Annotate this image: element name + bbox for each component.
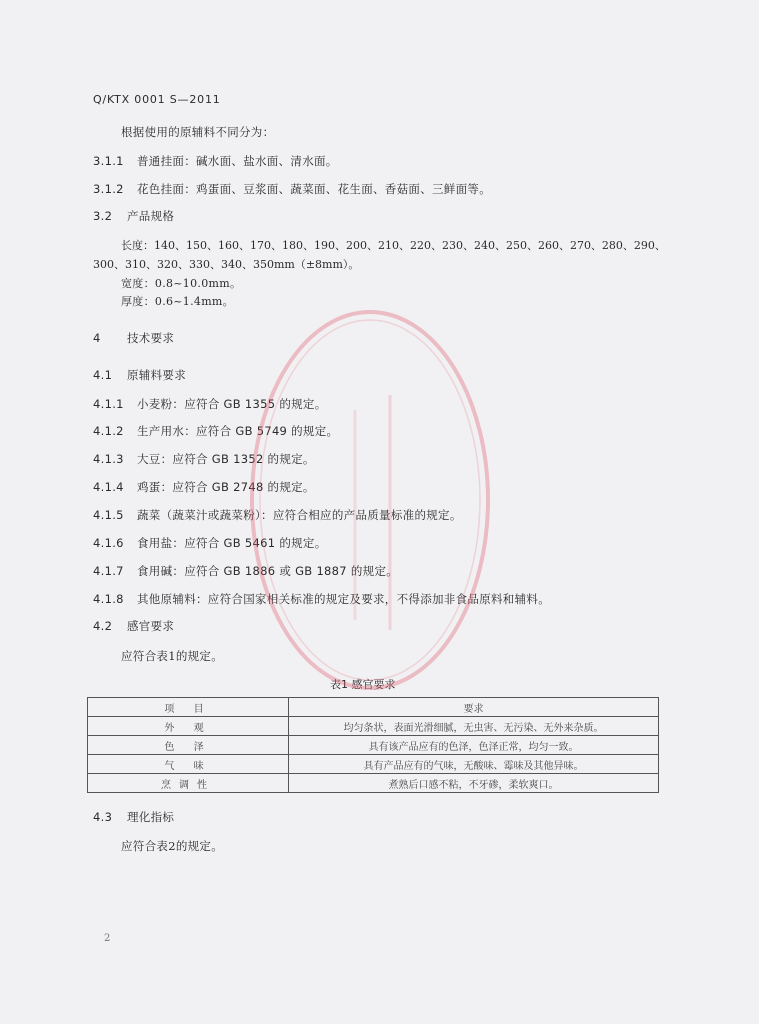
table-header-item: 项 目 xyxy=(88,698,289,717)
table1-caption: 表1 感官要求 xyxy=(330,678,396,691)
clause-4-1-2 xyxy=(93,423,338,439)
clause-text: 蔬菜（蔬菜汁或蔬菜粉）：应符合相应的产品质量标准的规定。 xyxy=(137,508,462,522)
thickness-spec: 厚度：0.6~1.4mm。 xyxy=(121,295,234,308)
table-cell-item: 外 观 xyxy=(88,717,289,736)
clause-text: 鸡蛋：应符合 GB 2748 的规定。 xyxy=(137,480,315,494)
clause-4-1-6 xyxy=(93,535,327,551)
clause-text: 食用盐：应符合 GB 5461 的规定。 xyxy=(137,536,327,550)
width-spec: 宽度：0.8~10.0mm。 xyxy=(121,277,242,290)
clause-number: 3.1.2 xyxy=(93,182,124,196)
section-number: 4.3 xyxy=(93,810,113,824)
clause-4-1-7 xyxy=(93,563,398,579)
section-number: 4.2 xyxy=(93,619,113,633)
clause-number: 4.1.8 xyxy=(93,592,124,606)
clause-text: 小麦粉：应符合 GB 1355 的规定。 xyxy=(137,397,327,411)
table-cell-requirement: 具有产品应有的气味，无酸味、霉味及其他异味。 xyxy=(289,755,659,774)
table-cell-requirement: 具有该产品应有的色泽，色泽正常，均匀一致。 xyxy=(289,736,659,755)
clause-text: 其他原辅料：应符合国家相关标准的规定及要求，不得添加非食品原料和辅料。 xyxy=(137,592,550,606)
table-header-row xyxy=(88,698,659,717)
clause-number: 4.1.1 xyxy=(93,397,124,411)
clause-4-1-5 xyxy=(93,507,462,523)
clause-number: 4.1.2 xyxy=(93,424,124,438)
physchem-note: 应符合表2的规定。 xyxy=(121,839,224,853)
clause-3-1-2 xyxy=(93,181,491,197)
table-cell-requirement: 煮熟后口感不粘，不牙碜，柔软爽口。 xyxy=(289,774,659,793)
intro-text: 根据使用的原辅料不同分为： xyxy=(121,125,275,139)
clause-number: 4.1.5 xyxy=(93,508,124,522)
table-row xyxy=(88,755,659,774)
clause-3-1-1 xyxy=(93,153,338,169)
table-cell-item: 烹调性 xyxy=(88,774,289,793)
clause-text: 花色挂面：鸡蛋面、豆浆面、蔬菜面、花生面、香菇面、三鲜面等。 xyxy=(137,182,491,196)
table-cell-item: 气 味 xyxy=(88,755,289,774)
clause-4-1-4 xyxy=(93,479,315,495)
clause-number: 4.1.6 xyxy=(93,536,124,550)
section-number: 3.2 xyxy=(93,209,113,223)
document-id: Q/KTX 0001 S—2011 xyxy=(93,93,221,106)
clause-number: 3.1.1 xyxy=(93,154,124,168)
clause-text: 大豆：应符合 GB 1352 的规定。 xyxy=(137,452,315,466)
section-4-1-heading xyxy=(93,367,186,383)
clause-4-1-8 xyxy=(93,591,550,607)
clause-text: 食用碱：应符合 GB 1886 或 GB 1887 的规定。 xyxy=(137,564,399,578)
page-number: 2 xyxy=(104,933,111,944)
table-header-requirement: 要求 xyxy=(289,698,659,717)
section-title: 感官要求 xyxy=(127,619,175,633)
table-cell-item: 色 泽 xyxy=(88,736,289,755)
section-title: 技术要求 xyxy=(127,331,175,345)
clause-text: 生产用水：应符合 GB 5749 的规定。 xyxy=(137,424,339,438)
section-title: 原辅料要求 xyxy=(127,368,186,382)
length-spec-line1: 长度：140、150、160、170、180、190、200、210、220、230、240、250、260、270、280、290、 xyxy=(121,239,666,252)
length-spec-line2: 300、310、320、330、340、350mm（±8mm）。 xyxy=(93,258,360,271)
sensory-table xyxy=(87,697,659,793)
section-4-2-heading xyxy=(93,618,174,634)
table-row xyxy=(88,717,659,736)
official-seal-stamp xyxy=(240,300,500,700)
sensory-note: 应符合表1的规定。 xyxy=(121,649,224,663)
section-title: 产品规格 xyxy=(127,209,175,223)
section-4-3-heading xyxy=(93,809,174,825)
section-number: 4.1 xyxy=(93,368,113,382)
table-row xyxy=(88,736,659,755)
section-number: 4 xyxy=(93,331,101,345)
section-3-2-heading xyxy=(93,208,174,224)
clause-number: 4.1.7 xyxy=(93,564,124,578)
clause-4-1-3 xyxy=(93,451,315,467)
table-row xyxy=(88,774,659,793)
clause-4-1-1 xyxy=(93,396,327,412)
table-cell-requirement: 均匀条状，表面光滑细腻，无虫害、无污染、无外来杂质。 xyxy=(289,717,659,736)
section-title: 理化指标 xyxy=(127,810,175,824)
section-4-heading xyxy=(93,330,174,346)
clause-text: 普通挂面：碱水面、盐水面、清水面。 xyxy=(137,154,338,168)
clause-number: 4.1.3 xyxy=(93,452,124,466)
clause-number: 4.1.4 xyxy=(93,480,124,494)
